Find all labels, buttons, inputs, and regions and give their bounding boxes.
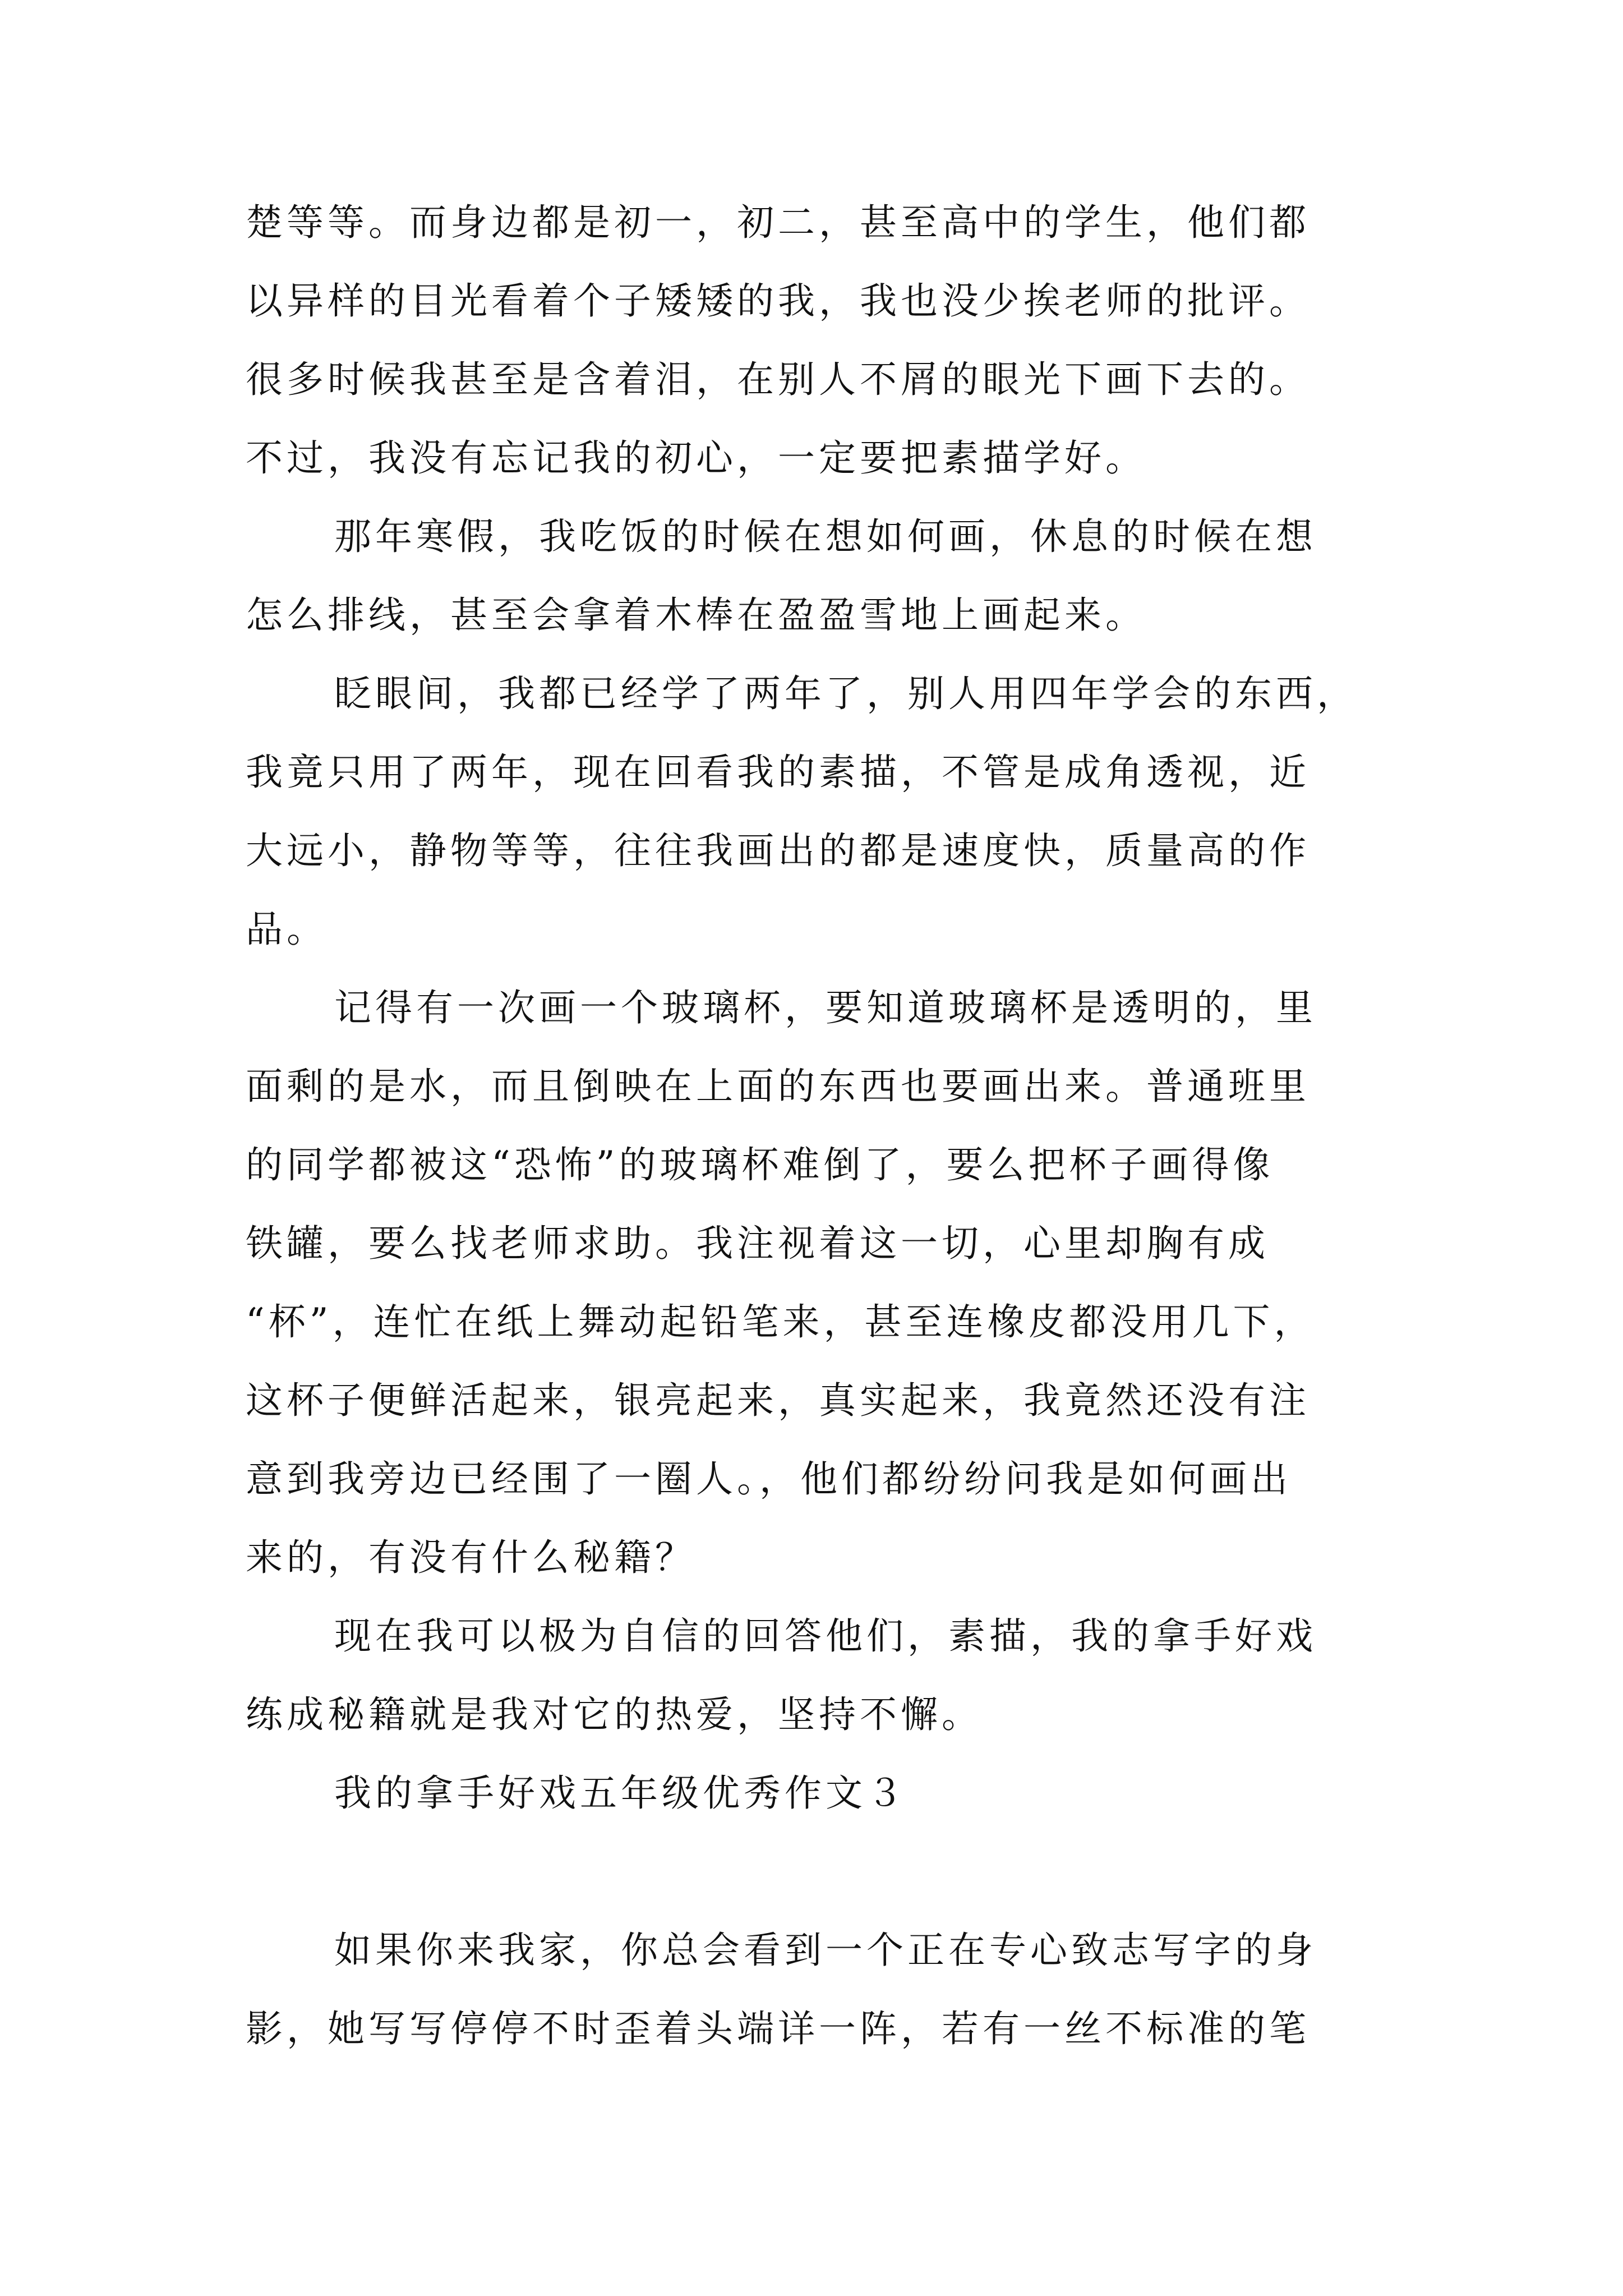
- text-line: 铁罐，要么找老师求助。我注视着这一切，心里却胸有成: [246, 1222, 1269, 1265]
- text-line: 我竟只用了两年，现在回看我的素描，不管是成角透视，近: [246, 751, 1310, 794]
- text-line: 怎么排线，甚至会拿着木棒在盈盈雪地上画起来。: [246, 593, 1146, 637]
- paragraph-first-line: 那年寒假，我吃饭的时候在想如何画，休息的时候在想: [334, 515, 1317, 558]
- text-line: 大远小，静物等等，往往我画出的都是速度快，质量高的作: [246, 829, 1310, 872]
- text-line: 以异样的目光看着个子矮矮的我，我也没少挨老师的批评。: [246, 279, 1310, 323]
- text-line: 很多时候我甚至是含着泪，在别人不屑的眼光下画下去的。: [246, 358, 1310, 401]
- text-line: 来的，有没有什么秘籍？: [246, 1536, 696, 1579]
- text-line: “杯”，连忙在纸上舞动起铅笔来，甚至连橡皮都没用几下，: [246, 1300, 1315, 1343]
- text-line: 品。: [246, 908, 328, 951]
- text-line: 不过，我没有忘记我的初心，一定要把素描学好。: [246, 436, 1146, 480]
- text-line: 的同学都被这“恐怖”的玻璃杯难倒了，要么把杯子画得像: [246, 1143, 1274, 1186]
- section-heading: 我的拿手好戏五年级优秀作文３: [334, 1772, 907, 1815]
- paragraph-first-line: 眨眼间，我都已经学了两年了，别人用四年学会的东西，: [334, 672, 1358, 715]
- paragraph-first-line: 记得有一次画一个玻璃杯，要知道玻璃杯是透明的，里: [334, 986, 1317, 1029]
- text-line: 面剩的是水，而且倒映在上面的东西也要画出来。普通班里: [246, 1065, 1310, 1108]
- text-line: 这杯子便鲜活起来，银亮起来，真实起来，我竟然还没有注: [246, 1379, 1310, 1422]
- text-line: 意到我旁边已经围了一圈人。，他们都纷纷问我是如何画出: [246, 1457, 1292, 1501]
- paragraph-first-line: 现在我可以极为自信的回答他们，素描，我的拿手好戏: [334, 1614, 1317, 1658]
- text-line: 练成秘籍就是我对它的热爱，坚持不懈。: [246, 1693, 983, 1736]
- text-line: 楚等等。而身边都是初一，初二，甚至高中的学生，他们都: [246, 201, 1310, 244]
- text-line: 影，她写写停停不时歪着头端详一阵，若有一丝不标准的笔: [246, 2007, 1310, 2050]
- paragraph-first-line: 如果你来我家，你总会看到一个正在专心致志写字的身: [334, 1929, 1317, 1972]
